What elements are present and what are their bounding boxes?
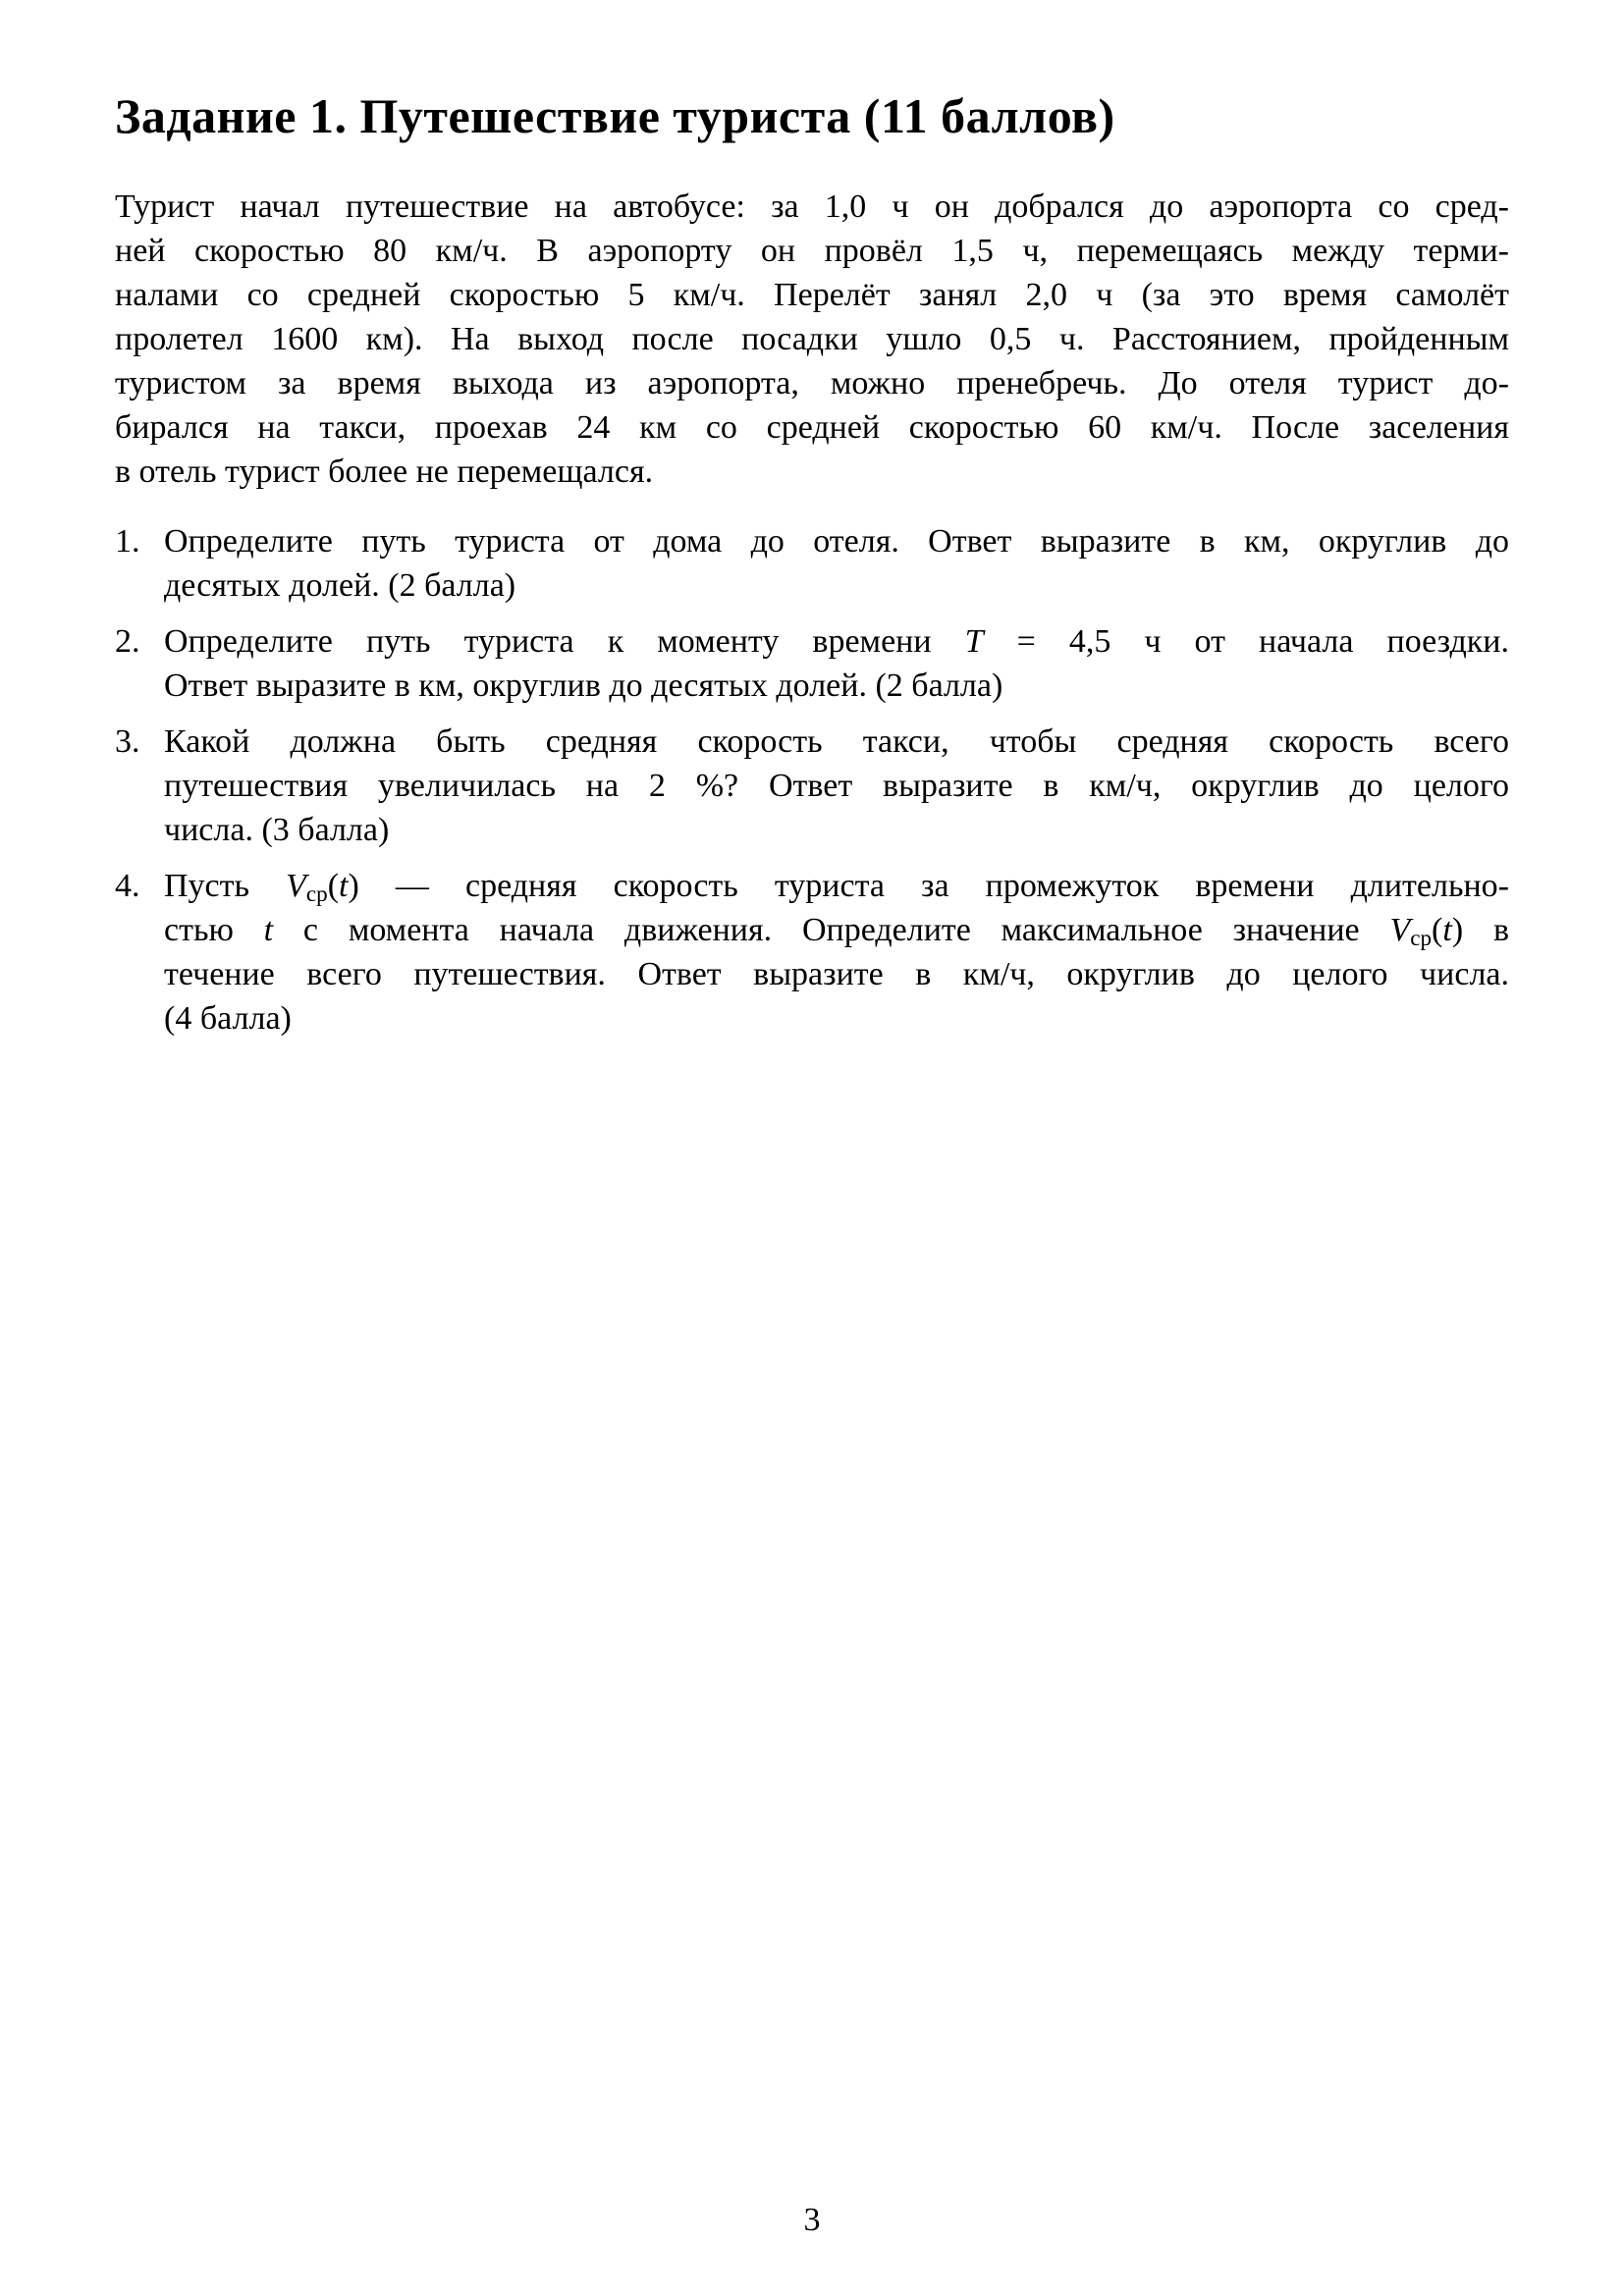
task-number: 1. [115, 523, 140, 560]
task-number: 4. [115, 868, 140, 904]
text-line: ней скоростью 80 км/ч. В аэропорту он провёл 1,5 ч, перемещаясь между терми- [115, 233, 1509, 269]
task-item-1 [115, 519, 1509, 608]
text-line: путешествия увеличилась на 2 %? Ответ выразите в км/ч, округлив до целого [164, 768, 1509, 804]
page-title: Задание 1. Путешествие туриста (11 баллов) [115, 88, 1115, 143]
text-line: туристом за время выхода из аэропорта, можно пренебречь. До отеля турист до- [115, 365, 1509, 401]
task-item-3 [115, 720, 1509, 852]
text-line: (4 балла) [164, 1000, 292, 1037]
text-line: стью t с момента начала движения. Определите максимальное значение $V_{ср}(t)$ в [164, 912, 1510, 952]
text-line: Определите путь туриста от дома до отеля. Ответ выразите в км, округлив до [164, 523, 1509, 560]
text-line: десятых долей. (2 балла) [164, 567, 516, 604]
text-line: налами со средней скоростью 5 км/ч. Перелёт занял 2,0 ч (за это время самолёт [115, 277, 1509, 313]
task-number: 3. [115, 723, 140, 760]
text-line: пролетел 1600 км). На выход после посадки ушло 0,5 ч. Расстоянием, пройденным [115, 321, 1509, 357]
page-number: 3 [803, 2202, 821, 2238]
text-line: бирался на такси, проехав 24 км со средней скоростью 60 км/ч. После заселения [115, 409, 1509, 446]
text-line: Определите путь туриста к моменту времени T = 4,5 ч от начала поездки. [164, 623, 1509, 660]
text-line: в отель турист более не перемещался. [115, 454, 654, 490]
text-line: Ответ выразите в км, округлив до десятых долей. (2 балла) [164, 667, 1003, 704]
task-item-4 [115, 864, 1509, 1041]
task-item-2 [115, 619, 1509, 708]
text-line: Пусть $V_{ср}(t)$ — средняя скорость туриста за промежуток времени длительно- [164, 868, 1509, 908]
task-number: 2. [115, 623, 140, 660]
task-list [115, 519, 1509, 1041]
text-line: течение всего путешествия. Ответ выразите в км/ч, округлив до целого числа. [164, 956, 1509, 992]
intro-paragraph [115, 185, 1509, 494]
text-line: Турист начал путешествие на автобусе: за 1,0 ч он добрался до аэропорта со сред- [115, 188, 1509, 225]
text-line: Какой должна быть средняя скорость такси, чтобы средняя скорость всего [164, 723, 1509, 760]
text-line: числа. (3 балла) [164, 812, 390, 848]
